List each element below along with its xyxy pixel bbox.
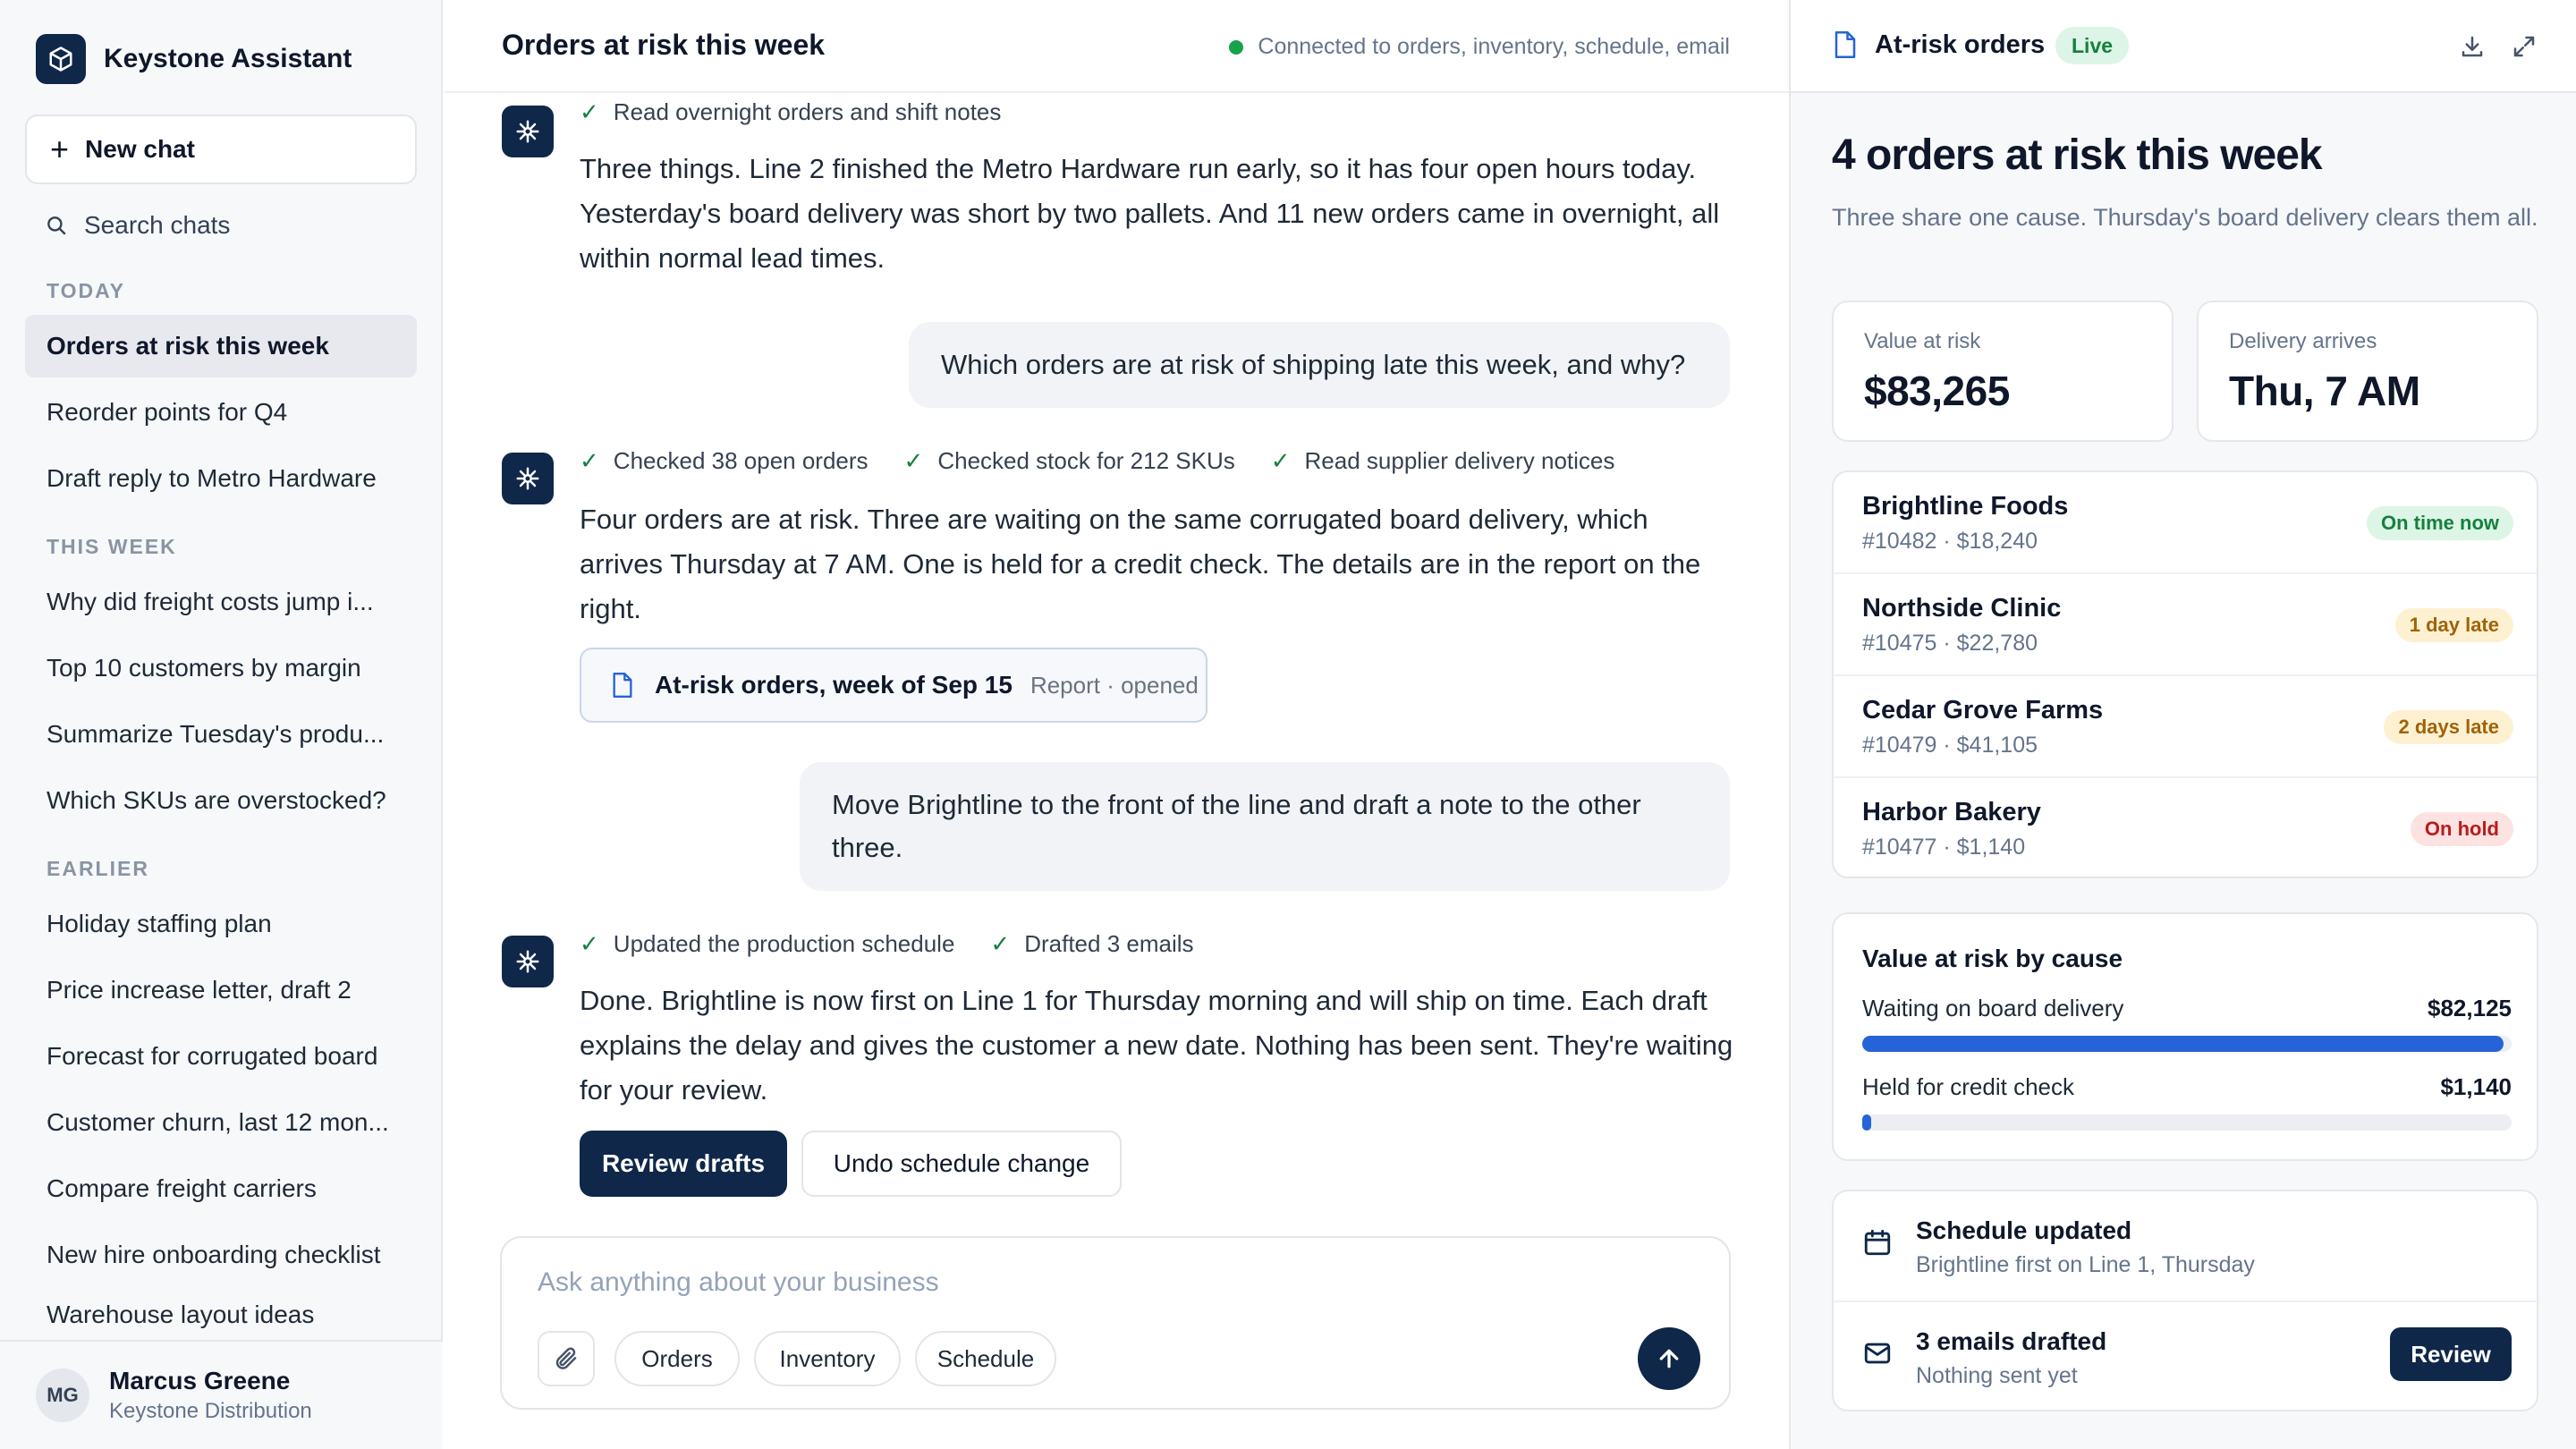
- order-meta: #10482 · $18,240: [1862, 529, 2038, 554]
- cause-value: $1,140: [2440, 1073, 2512, 1100]
- status-badge: On time now: [2367, 506, 2513, 540]
- cube-logo-icon: [36, 34, 86, 84]
- check-icon: ✓: [580, 447, 599, 474]
- panel-header: [1791, 0, 2576, 93]
- order-name: Harbor Bakery: [1862, 798, 2041, 826]
- undo-schedule-button[interactable]: Undo schedule change: [801, 1131, 1122, 1197]
- value-by-cause-card: [1832, 912, 2538, 1161]
- cause-bar-fill: [1862, 1114, 1871, 1131]
- order-row[interactable]: [1834, 472, 2538, 574]
- status-badge: 2 days late: [2384, 710, 2513, 744]
- check-icon: ✓: [580, 98, 599, 125]
- tool-step: ✓ Read overnight orders and shift notes: [580, 98, 1002, 125]
- tool-step: ✓ Read supplier delivery notices: [1270, 447, 1615, 474]
- check-icon: ✓: [580, 930, 599, 957]
- cause-bar-track: [1862, 1036, 2512, 1052]
- live-badge: Live: [2055, 27, 2129, 64]
- user-name: Marcus Greene: [109, 1367, 291, 1394]
- cause-title: Value at risk by cause: [1862, 945, 2123, 972]
- order-meta: #10477 · $1,140: [1862, 835, 2026, 860]
- send-button[interactable]: [1638, 1327, 1700, 1390]
- order-row[interactable]: [1834, 574, 2538, 676]
- cause-label: Held for credit check: [1862, 1073, 2074, 1100]
- app-name: Keystone Assistant: [104, 44, 352, 73]
- tool-step: ✓ Drafted 3 emails: [990, 930, 1194, 957]
- report-title: At-risk orders, week of Sep 15: [655, 671, 1013, 699]
- cause-bar-fill: [1862, 1036, 2504, 1052]
- order-name: Brightline Foods: [1862, 492, 2069, 521]
- avatar: MG: [36, 1368, 89, 1422]
- user-message: Move Brightline to the front of the line and draft a note to the other three.: [800, 762, 1730, 891]
- cause-label: Waiting on board delivery: [1862, 995, 2124, 1021]
- section-today: TODAY: [47, 279, 125, 302]
- chat-item[interactable]: Customer churn, last 12 mon...: [47, 1108, 389, 1136]
- stat-card: [1832, 301, 2174, 442]
- report-panel: [1789, 0, 2576, 1449]
- chip-inventory[interactable]: Inventory: [754, 1331, 901, 1386]
- chat-item[interactable]: Forecast for corrugated board: [47, 1042, 378, 1070]
- order-name: Northside Clinic: [1862, 594, 2062, 623]
- chat-item[interactable]: Holiday staffing plan: [47, 910, 272, 937]
- action-title: 3 emails drafted: [1916, 1327, 2107, 1355]
- order-row[interactable]: [1834, 676, 2538, 778]
- tool-steps: [580, 447, 1650, 475]
- user-profile[interactable]: [0, 1340, 443, 1449]
- sidebar: [0, 0, 443, 1449]
- cause-row: [1862, 995, 2512, 1022]
- connection-text: Connected to orders, inventory, schedule, email: [1258, 34, 1730, 59]
- check-icon: ✓: [903, 447, 924, 474]
- expand-button[interactable]: [2506, 29, 2542, 64]
- document-icon: [610, 671, 635, 699]
- report-meta: Report · opened: [1030, 671, 1199, 699]
- new-chat-label: New chat: [85, 135, 195, 163]
- order-meta: #10479 · $41,105: [1862, 733, 2038, 758]
- assistant-message: Four orders are at risk. Three are waiting on the same corrugated board delivery, which arrives Thursday at 7 AM. One is held for a credit check. The details are in the report on the right.: [580, 504, 1701, 624]
- message-input[interactable]: [538, 1263, 1611, 1302]
- paperclip-icon: [553, 1345, 580, 1372]
- orders-list: [1832, 470, 2538, 878]
- report-subtitle: Three share one cause. Thursday's board delivery clears them all.: [1832, 204, 2538, 231]
- status-badge: 1 day late: [2395, 608, 2513, 642]
- brand: [36, 34, 352, 84]
- download-icon: [2459, 33, 2486, 60]
- download-button[interactable]: [2454, 29, 2490, 64]
- action-row: [1834, 1302, 2540, 1413]
- section-earlier: EARLIER: [47, 857, 149, 880]
- search-chats-label: Search chats: [84, 211, 231, 239]
- check-icon: ✓: [1270, 447, 1291, 474]
- chip-orders[interactable]: Orders: [614, 1331, 740, 1386]
- action-sub: Nothing sent yet: [1916, 1363, 2078, 1388]
- stat-value: $83,265: [1864, 368, 2010, 414]
- attach-button[interactable]: [538, 1331, 595, 1386]
- review-emails-button[interactable]: Review: [2390, 1327, 2512, 1381]
- cause-row: [1862, 1073, 2512, 1101]
- chat-item[interactable]: New hire onboarding checklist: [47, 1241, 381, 1268]
- chat-item[interactable]: Which SKUs are overstocked?: [47, 786, 386, 814]
- action-sub: Brightline first on Line 1, Thursday: [1916, 1252, 2255, 1277]
- report-link-card[interactable]: [580, 648, 1208, 723]
- section-this-week: THIS WEEK: [47, 535, 177, 558]
- check-icon: ✓: [990, 930, 1011, 957]
- user-message: Which orders are at risk of shipping late this week, and why?: [909, 322, 1730, 408]
- chat-item[interactable]: Warehouse layout ideas: [47, 1301, 315, 1328]
- composer: [500, 1236, 1731, 1410]
- report-heading: 4 orders at risk this week: [1832, 131, 2322, 179]
- cause-value: $82,125: [2428, 995, 2512, 1021]
- chat-item[interactable]: Summarize Tuesday's produ...: [47, 720, 385, 748]
- connection-status: [1229, 34, 1730, 60]
- status-badge: On hold: [2411, 812, 2513, 846]
- chat-item[interactable]: Draft reply to Metro Hardware: [47, 464, 377, 492]
- cause-bar-track: [1862, 1114, 2512, 1131]
- order-meta: #10475 · $22,780: [1862, 631, 2038, 656]
- page-title: Orders at risk this week: [502, 29, 826, 61]
- stat-card: [2197, 301, 2538, 442]
- tool-step: ✓ Checked stock for 212 SKUs: [903, 447, 1235, 474]
- arrow-up-icon: [1656, 1345, 1682, 1372]
- order-row[interactable]: [1834, 778, 2538, 878]
- stat-value: Thu, 7 AM: [2229, 368, 2420, 414]
- document-icon: [1832, 29, 1859, 65]
- user-org: Keystone Distribution: [109, 1399, 312, 1423]
- assistant-message: Done. Brightline is now first on Line 1 for Thursday morning and will ship on time. Each draft explains the delay and gives the customer a new date. Nothing has been sent. They're waiting for your review.: [580, 985, 1733, 1106]
- new-chat-button[interactable]: [25, 114, 417, 184]
- chat-main: [445, 0, 1789, 1449]
- action-row: [1834, 1191, 2540, 1302]
- mail-icon: [1862, 1338, 1893, 1373]
- actions-card: [1832, 1190, 2538, 1411]
- plus-icon: +: [50, 131, 70, 167]
- calendar-icon: [1862, 1227, 1893, 1262]
- chat-header: [445, 0, 1789, 93]
- stat-label: Value at risk: [1864, 329, 1981, 353]
- tool-step: ✓ Updated the production schedule: [580, 930, 955, 957]
- chat-item[interactable]: Why did freight costs jump i...: [47, 588, 374, 615]
- chat-item[interactable]: Reorder points for Q4: [47, 398, 288, 426]
- assistant-avatar-icon: [502, 936, 554, 987]
- tool-step: ✓ Checked 38 open orders: [580, 447, 869, 474]
- chat-item[interactable]: Price increase letter, draft 2: [47, 976, 352, 1004]
- status-dot-icon: [1229, 40, 1243, 55]
- chat-item[interactable]: Orders at risk this week: [25, 315, 417, 377]
- chip-schedule[interactable]: Schedule: [915, 1331, 1056, 1386]
- search-chats-button[interactable]: [45, 211, 230, 240]
- assistant-message: Three things. Line 2 finished the Metro Hardware run early, so it has four open hours today. Yesterday's board delivery was short by two pallets. And 11 new orders came in overnight, all within normal lead times.: [580, 153, 1720, 274]
- action-title: Schedule updated: [1916, 1216, 2132, 1244]
- tool-steps: [580, 98, 1037, 126]
- expand-icon: [2511, 33, 2538, 60]
- tool-steps: [580, 930, 1230, 958]
- panel-title: At-risk orders: [1875, 30, 2046, 59]
- chat-item[interactable]: Top 10 customers by margin: [47, 654, 361, 682]
- review-drafts-button[interactable]: Review drafts: [580, 1131, 787, 1197]
- chat-item[interactable]: Compare freight carriers: [47, 1174, 317, 1202]
- assistant-avatar-icon: [502, 106, 554, 157]
- stat-label: Delivery arrives: [2229, 329, 2377, 353]
- order-name: Cedar Grove Farms: [1862, 696, 2104, 724]
- search-icon: [45, 214, 68, 237]
- assistant-avatar-icon: [502, 453, 554, 504]
